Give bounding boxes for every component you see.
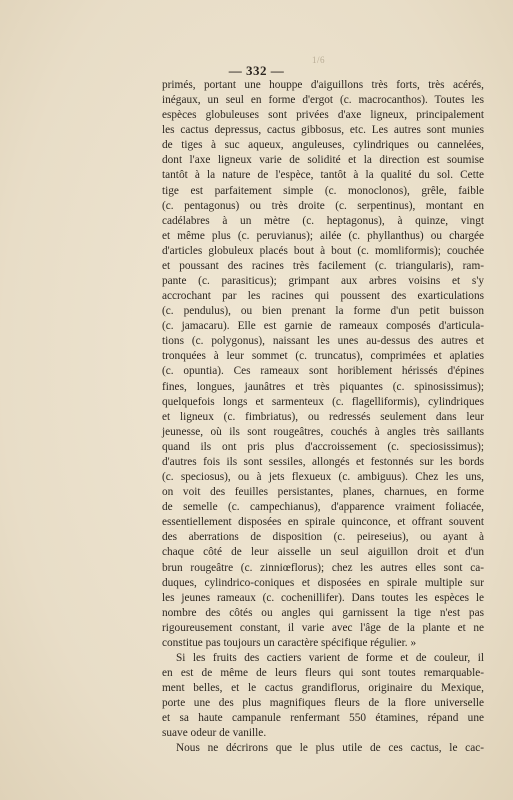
text-line: cadélabres à un mètre (c. heptagonus), à quinze, vingt xyxy=(162,214,484,227)
text-line: (c. pentagonus) ou très droite (c. serpentinus), montant en xyxy=(162,199,484,212)
text-line: porte une des plus magnifiques fleurs de la flore universelle xyxy=(162,697,484,710)
text-line: jeunesse, où ils sont rougeâtres, couchés à angles très saillants xyxy=(162,425,484,438)
text-line: les jeunes rameaux (c. cochenillifer). Dans toutes les espèces le xyxy=(162,591,484,604)
faint-stamp: 1/6 xyxy=(312,55,326,65)
text-line: (c. opuntia). Ces rameaux sont horiblement hérissés d'épines xyxy=(162,365,484,378)
text-line: fines, longues, jaunâtres et très piquantes (c. spinosissimus); xyxy=(162,380,484,393)
text-line: des aberrations de disposition (c. peireseius), ou ayant à xyxy=(162,531,484,544)
text-line: duques, cylindrico-coniques et disposées en spirale multiple sur xyxy=(162,576,484,589)
text-line: rigoureusement constant, il varie avec l'âge de la plante et ne xyxy=(162,621,484,634)
text-line: accrochant par les racines qui poussent des exarticulations xyxy=(162,290,484,303)
text-line: suave odeur de vanille. xyxy=(162,727,267,740)
text-line: (c. speciosus), ou à jets flexueux (c. ambiguus). Chez les uns, xyxy=(162,471,484,484)
text-line: brun rougeâtre (c. zinniœflorus); chez les autres elles sont ca- xyxy=(162,561,484,574)
text-line: quand ils ont pris plus d'accroissement (c. speciosissimus); xyxy=(162,440,484,453)
text-line: quelquefois longs et sarmenteux (c. flagelliformis), cylindriques xyxy=(162,395,484,408)
page-number: — 332 — xyxy=(228,63,285,78)
text-line: de tiges à suc aqueux, anguleuses, cylindriques ou cannelées, xyxy=(162,139,484,152)
body-text xyxy=(162,78,484,757)
text-line: d'articles globuleux placés bout à bout (c. momliformis); couchée xyxy=(162,244,484,257)
text-line: et sa haute campanule renfermant 550 étamines, répand une xyxy=(162,712,484,725)
text-line: en est de même de leurs fleurs qui sont toutes remarquable- xyxy=(162,667,484,680)
text-line: et ligneux (c. fimbriatus), ou redressés seulement dans leur xyxy=(162,410,484,423)
text-line: primés, portant une houppe d'aiguillons très forts, très acérés, xyxy=(162,79,484,91)
text-line: Si les fruits des cactiers varient de forme et de couleur, il xyxy=(176,651,484,664)
text-line: nombre des côtés ou angles qui garnissent la tige n'est pas xyxy=(162,606,484,619)
text-line: tantôt à la nature de l'espèce, tantôt à la qualité du sol. Cette xyxy=(162,169,484,182)
text-line: tronquées à leur sommet (c. truncatus), comprimées et aplaties xyxy=(162,350,484,363)
text-line: (c. pendulus), ou bien prenant la forme d'un petit buisson xyxy=(162,305,484,318)
text-line: chaque côté de leur aisselle un seul aiguillon droit et d'un xyxy=(162,546,484,559)
text-line: ment belles, et le cactus grandiflorus, originaire du Mexique, xyxy=(162,682,484,695)
text-line: Nous ne décrirons que le plus utile de ces cactus, le cac- xyxy=(176,742,484,755)
text-line: de semelle (c. campechianus), d'apparence vraiment foliacée, xyxy=(162,501,484,514)
text-line: inégaux, un seul en forme d'ergot (c. macrocanthos). Toutes les xyxy=(162,94,484,107)
text-line: et même plus (c. peruvianus); ailée (c. phyllanthus) ou chargée xyxy=(162,229,484,242)
text-line: tige est parfaitement simple (c. monoclonos), grêle, faible xyxy=(162,184,484,197)
text-line: pante (c. parasiticus); grimpant aux arbres voisins et s'y xyxy=(162,275,484,288)
text-line: essentiellement disposées en spirale quinconce, et offrant souvent xyxy=(162,516,484,529)
text-line: constitue pas toujours un caractère spécifique régulier. » xyxy=(162,636,417,649)
text-line: dont l'axe ligneux varie de solidité et la direction est soumise xyxy=(162,154,484,167)
text-line: et poussant des racines très facilement (c. triangularis), ram- xyxy=(162,259,484,272)
text-line: les cactus depressus, cactus gibbosus, etc. Les autres sont munies xyxy=(162,124,484,137)
text-line: tions (c. polygonus), naissant les unes au-dessus des autres et xyxy=(162,335,484,348)
text-line: (c. jamacaru). Elle est garnie de rameaux composés d'articula- xyxy=(162,320,484,333)
text-line: on voit des feuilles persistantes, planes, charnues, en forme xyxy=(162,486,484,499)
text-line: espèces globuleuses sont privées d'axe ligneux, principalement xyxy=(162,109,484,122)
text-line: d'autres fois ils sont sessiles, allongés et festonnés sur les bords xyxy=(162,455,484,468)
